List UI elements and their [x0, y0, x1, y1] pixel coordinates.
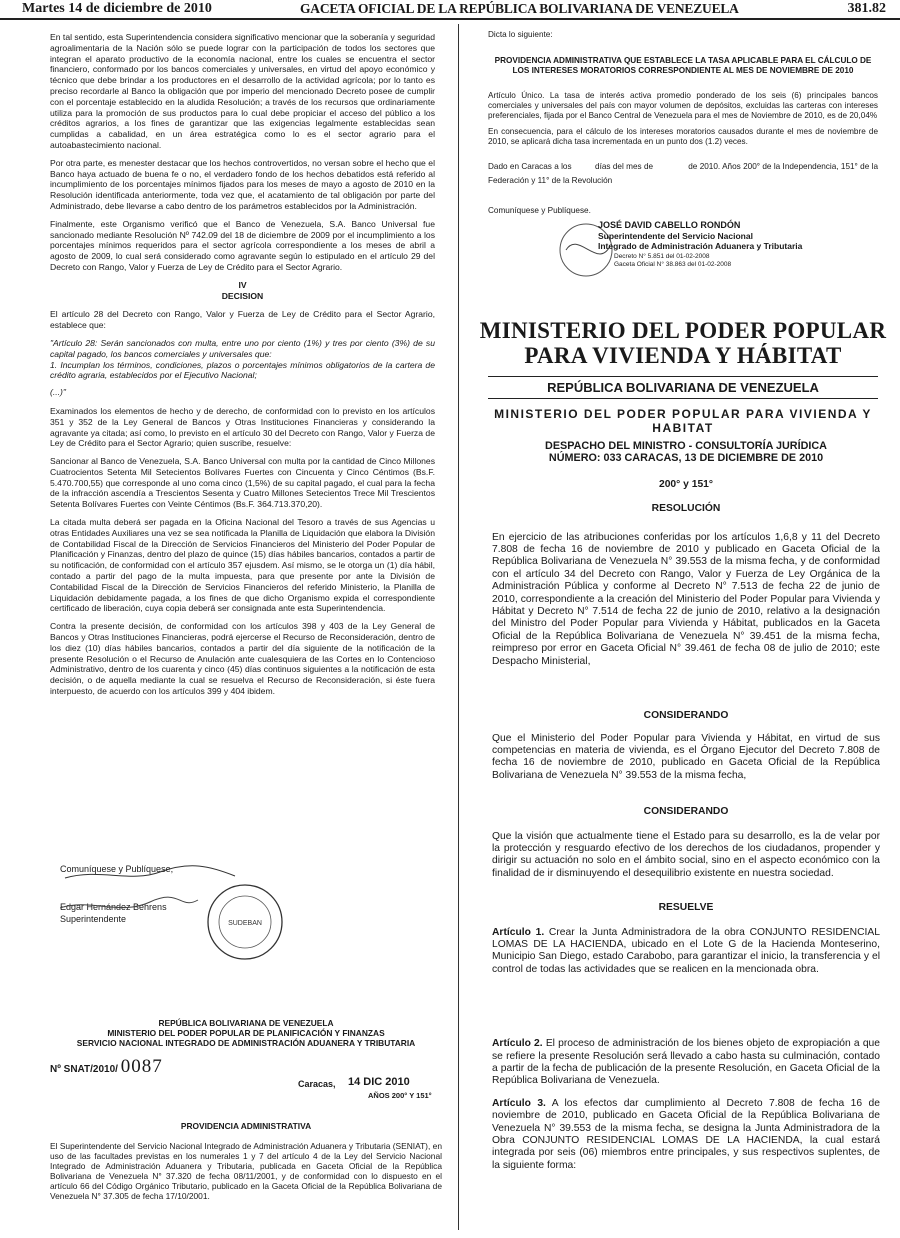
left-column [50, 32, 435, 704]
articulo-3 [492, 1098, 880, 1172]
snat-number-label: Nº SNAT/2010/ [50, 1064, 118, 1075]
snat-date-row [50, 1077, 442, 1103]
despacho-line: DESPACHO DEL MINISTRO - CONSULTORÍA JURÍDICA [545, 440, 827, 452]
snat-number [50, 1056, 442, 1077]
articulo-label: Artículo 2. [492, 1038, 543, 1050]
left-signature-block [60, 860, 440, 960]
numero-line: NÚMERO: 033 CARACAS, 13 DE DICIEMBRE DE 2010 [548, 452, 824, 465]
left-paragraph: La citada multa deberá ser pagada en la Oficina Nacional del Tesoro a través de sus Agencias u otras Entidades Auxiliares una vez se sea notificada la Planilla de Liquidación que elabora la División de Contabilidad Fiscal de la Dirección de Servicios Financieros del Ministerio del Poder Popular de Planificación y Finanzas, dentro del plazo de quince (15) días hábiles bancarios, contados a partir de su notificación, de conformidad con el artículo 357 ejusdem. Así mismo, se le otorga un (1) día hábil, contado a partir del pago de la multa impuesta, para que presente por ante la División de Contabilidad Fiscal de la Dirección de Servicios Financieros del referido Ministerio, la Planilla de Liquidación debidamente pagada, a los fines de que dicho Organismo expida el correspondiente certificado de liberación, cuya copia deberá ser consignada ante esta Superintendencia. [50, 517, 435, 614]
considerando-title: CONSIDERANDO [643, 710, 729, 722]
signer-name: Edgar Hernández Behrens [60, 902, 167, 912]
signer-title: Superintendente [60, 914, 127, 924]
considerando-text: Que la visión que actualmente tiene el Estado para su desarrollo, es la de velar por la protección y resguardo efectivo de los derechos de los ciudadanos, propender y dirigir su actuación no solo en el ámbito social, sino en el aspecto económico con la finalidad de ir disminuyendo el desequilibrio existente en nuestra sociedad. [492, 830, 880, 879]
left-paragraph: En tal sentido, esta Superintendencia considera significativo mencionar que la soberanía y seguridad agroalimentaria de la Nación sólo se puede lograr con la participación de todos los sectores que integran el aparato productivo de la economía nacional, entre los cuales se encuentra el sector financiero, conformado por los bancos comerciales y universales, en virtud del apoyo económico y técnico que debe brindar a los productores en el desarrollo de la actividad agrícola; por lo tanto es preciso recordarle al Banco la obligación que por imperio del mencionado Decreto posee de cumplir con el porcentaje establecido en la aludida Resolución; a través de los recursos que ordinariamente utiliza para la promoción de sus productos para lo cual debe propiciar el acceso del público a los créditos agrarios, a los fines de garantizar que las exigencias legalmente establecidas sean cumplidas a cabalidad, en un área estratégica como lo es el sector agrario para el autoabastecimiento nacional. [50, 32, 435, 150]
signature-stroke-icon [60, 896, 200, 916]
articulo-2 [492, 1038, 880, 1088]
ministry-subtitle: MINISTERIO DEL PODER POPULAR PARA VIVIENDA Y HABITAT [494, 407, 872, 435]
left-paragraph: Examinados los elementos de hecho y de derecho, de conformidad con lo previsto en los artículos 351 y 352 de la Ley General de Bancos y Otras Instituciones Financieras y considerando la agravante ya citada; así como, lo previsto en el artículo 30 del Decreto con Rango, Valor y Fuerza de Ley de Crédito para el Sector Agrario; quien suscribe, resuelve: [50, 405, 435, 449]
left-paragraph: Sancionar al Banco de Venezuela, S.A. Banco Universal con multa por la cantidad de Cinco Millones Cuatrocientos Setenta Mil Setecientos Bolívares Fuertes con Cincuenta y Cinco Céntimos (Bs.F. 5.470.700,55) que corresponde al uno coma cinco (1,5%) de su capital pagado, el cual para la fecha de la infracción ascendía a Trescientos Sesenta y Cuatro Millones Setecientos Trece Mil Trescientos Setenta Bolívares Fuertes con Veinte Céntimos (Bs.F. 364.713.370,20). [50, 456, 435, 510]
snat-header-line: REPÚBLICA BOLIVARIANA DE VENEZUELA [158, 1018, 334, 1028]
snat-date-stamp: 14 DIC 2010 [348, 1076, 410, 1088]
snat-number-value: 0087 [120, 1056, 163, 1077]
resolucion-title: RESOLUCIÓN [651, 503, 721, 515]
left-paragraph: El artículo 28 del Decreto con Rango, Valor y Fuerza de Ley de Crédito para el Sector Agrario, establece que: [50, 309, 435, 331]
seal-text: SUDEBAN [228, 920, 262, 927]
articulo-label: Artículo 3. [492, 1097, 546, 1109]
right-signer-line: Integrado de Administración Aduanera y Tributaria [598, 240, 803, 251]
right-signer-line: Gaceta Oficial N° 38.863 del 01-02-2008 [614, 260, 732, 268]
quote-line: 1. Incumplan los términos, condiciones, plazos o porcentajes mínimos obligatorios de la cartera de crédito agraria, establecidos por el Ejecutivo Nacional; [50, 359, 435, 381]
header-title: GACETA OFICIAL DE LA REPÚBLICA BOLIVARIANA DE VENEZUELA [300, 1, 739, 16]
articulo-1 [492, 927, 880, 977]
snat-paragraph: El Superintendente del Servicio Nacional Integrado de Administración Aduanera y Tributaria (SENIAT), en uso de las facultades previstas en los numerales 1 y 7 del artículo 4 de la Ley del Servicio Nacional Integrado de Administración Aduanera y Tributaria, publicada en Gaceta Oficial de la República Bolivariana de Venezuela N° 37.320 de fecha 08/11/2001, y de conformidad con lo dispuesto en el artículo 66 del Código Orgánico Tributario, publicado en la Gaceta Oficial de la República Bolivariana de Venezuela N° 37.305 de fecha 17/10/2001. [50, 1141, 442, 1201]
right-comuniquese: Comuníquese y Publíquese. [488, 205, 591, 215]
sudeban-seal [205, 882, 285, 962]
left-paragraph: Finalmente, este Organismo verificó que el Banco de Venezuela, S.A. Banco Universal fue sancionado mediante Resolución Nº 742.09 del 18 de diciembre de 2009 por el incumplimiento a los porcentajes mínimos requeridos para el sector agrícola correspondiente a los meses de abril a agosto de 2009, lo cual será considerado como agravante según lo estipulado en el artículo 29 del Decreto con Rango, Valor y Fuerza de Ley de Crédito para el Sector Agrario. [50, 218, 435, 272]
left-paragraph: Por otra parte, es menester destacar que los hechos controvertidos, no versan sobre el hecho que el Banco haya actuado de buena fe o no, el verdadero fondo de los hechos debatidos está referido al incumplimiento de los porcentajes mínimos fijados para los meses de mayo a agosto de 2010 en la Resolución identificada anteriormente, toda vez que, el acatamiento de tal obligación por parte del Administrado, debe llevarse a cabo dentro de los parámetros establecidos por la Administración. [50, 157, 435, 211]
comuniquese-text: Comuníquese y Publíquese, [60, 864, 174, 874]
left-paragraph: Contra la presente decisión, de conformidad con los artículos 398 y 403 de la Ley General de Bancos y Otras Instituciones Financieras, podrá ejercerse el Recurso de Reconsideración, dentro de los diez (10) días hábiles bancarios, contados a partir del día siguiente de la notificación de la presente Resolución o el Recurso de Anulación ante cualesquiera de las Cortes en lo Contencioso Administrativo, dentro de los cuarenta y cinco (45) días continuos siguientes a la notificación de esta decisión, o de aquella mediante la cual se resuelva el Recurso de Reconsideración, si éste fuera interpuesto, de acuerdo con los artículos 399 y 404 ibidem. [50, 621, 435, 697]
articulo-text: Crear la Junta Administradora de la obra CONJUNTO RESIDENCIAL LOMAS DE LA HACIENDA, ubicado en el Lote G de la Hacienda Monteserino, Municipio San Diego, estado Carabobo, para garantizar el inicio, la transferencia y el control de todas las actividades que se realicen en la mencionada obra. [492, 926, 880, 975]
considerando-title: CONSIDERANDO [643, 806, 729, 818]
resuelve-title: RESUELVE [658, 902, 714, 914]
seal-icon [205, 882, 285, 962]
consecuencia-text: En consecuencia, para el cálculo de los intereses moratorios causados durante el mes de noviembre de 2010, se aplicará dicha tasa incrementada en un punto dos (1.2) veces. [488, 127, 878, 147]
ministry-header [478, 318, 888, 435]
section-number: IV [238, 279, 247, 290]
articulo-unico: Artículo Único. La tasa de interés activa promedio ponderado de los seis (6) principales bancos comerciales y universales del país con mayor volumen de depósitos, excluidas las carteras con intereses preferenciales, fijada por el Banco Central de Venezuela para el mes de Noviembre de 2010, es de 20,04% [488, 90, 878, 121]
articulo-text: A los efectos dar cumplimiento al Decreto 7.808 de fecha 16 de noviembre de 2010, publicado en Gaceta Oficial de la República Bolivariana de Venezuela N° 39.553 de la misma fecha, se designa la Junta Administradora de la Obra CONJUNTO RESIDENCIAL LOMAS DE LA HACIENDA, la cual estará integrada por seis (06) miembros entre principales, y sus respectivos suplentes, de la siguiente forma: [492, 1097, 880, 1171]
dado-text: Dado en Caracas a los días del mes de de 2010. Años 200° de la Independencia, 151° de la Federación y 11° de la Revolución [488, 161, 881, 185]
articulo-label: Artículo 1. [492, 926, 545, 938]
snat-header-line: SERVICIO NACIONAL INTEGRADO DE ADMINISTRACIÓN ADUANERA Y TRIBUTARIA [76, 1038, 416, 1048]
snat-header-line: MINISTERIO DEL PODER POPULAR DE PLANIFICACIÓN Y FINANZAS [107, 1028, 385, 1038]
right-signer-line: Decreto N° 5.851 del 01-02-2008 [614, 252, 710, 260]
snat-years: AÑOS 200° Y 151° [368, 1091, 432, 1100]
snat-place: Caracas, [298, 1079, 336, 1089]
right-prov-title: PROVIDENCIA ADMINISTRATIVA QUE ESTABLECE LA TASA APLICABLE PARA EL CÁLCULO DE LOS INTERESES MORATORIOS CORRESPONDIENTE AL MES DE NOVIEMBRE DE 2010 [494, 56, 872, 76]
years-line: 200° y 151° [658, 478, 714, 490]
right-column [488, 30, 881, 284]
right-signer-line: Superintendente del Servicio Nacional [598, 230, 753, 241]
gazette-header [0, 0, 900, 20]
right-signer-name: JOSÉ DAVID CABELLO RONDÓN [598, 219, 741, 230]
resolution-intro: En ejercicio de las atribuciones conferidas por los artículos 1,6,8 y 11 del Decreto 7.808 de fecha 16 de noviembre de 2010 y publicado en Gaceta Oficial de la República Bolivariana de Venezuela N° 39.553 de la misma fecha, y de conformidad con el artículo 34 del Decreto con Rango, Valor y Fuerza de Ley Orgánica de la Administración Pública y conforme al Decreto N° 7.513 de fecha 22 de junio de 2010, correspondiente a la creación del Ministerio del Poder Popular para Vivienda y Hábitat y Decreto N° 7.514 de fecha 22 de junio de 2010, relativo a la designación del Ministro del Poder Popular para Vivienda y Hábitat, publicados en la Gaceta Oficial de la República Bolivariana de Venezuela N° 39.451 de la misma fecha, reimpreso por error en Gaceta Oficial N° 39.461 de fecha 08 de julio de 2010; este Despacho Ministerial, [492, 531, 880, 667]
dicta-text: Dicta lo siguiente: [488, 30, 553, 39]
right-signature-block [548, 220, 878, 284]
quote-line: (...)" [50, 387, 66, 398]
articulo-text: El proceso de administración de los bienes objeto de expropiación a que se refiere la presente Resolución será llevado a cabo hasta su culminación, contado a partir de la fecha de publicación de la presente Resolución, en Gaceta Oficial de la República Bolivariana de Venezuela. [492, 1038, 880, 1087]
republic-bar: REPÚBLICA BOLIVARIANA DE VENEZUELA [488, 376, 878, 399]
header-page-number: 381.82 [847, 1, 886, 16]
quote-line: "Artículo 28: Serán sancionados con multa, entre uno por ciento (1%) y tres por ciento (3%) de su capital pagado, los bancos comerciales y universales que: [50, 337, 435, 359]
snat-providencia [50, 1018, 442, 1201]
header-date: Martes 14 de diciembre de 2010 [22, 1, 212, 16]
ministry-title: MINISTERIO DEL PODER POPULAR PARA VIVIENDA Y HÁBITAT [479, 318, 887, 368]
considerando-text: Que el Ministerio del Poder Popular para Vivienda y Hábitat, en virtud de sus competencias en materia de vivienda, es el Órgano Ejecutor del Decreto 7.808 de fecha 16 de noviembre de 2010, publicado en Gaceta Oficial de la República Bolivariana de Venezuela N° 39.553 de la misma fecha, [492, 732, 880, 781]
snat-prov-title: PROVIDENCIA ADMINISTRATIVA [180, 1121, 312, 1131]
resolution-body [492, 440, 880, 1172]
section-title: DECISION [221, 290, 264, 301]
column-divider [458, 24, 459, 1230]
